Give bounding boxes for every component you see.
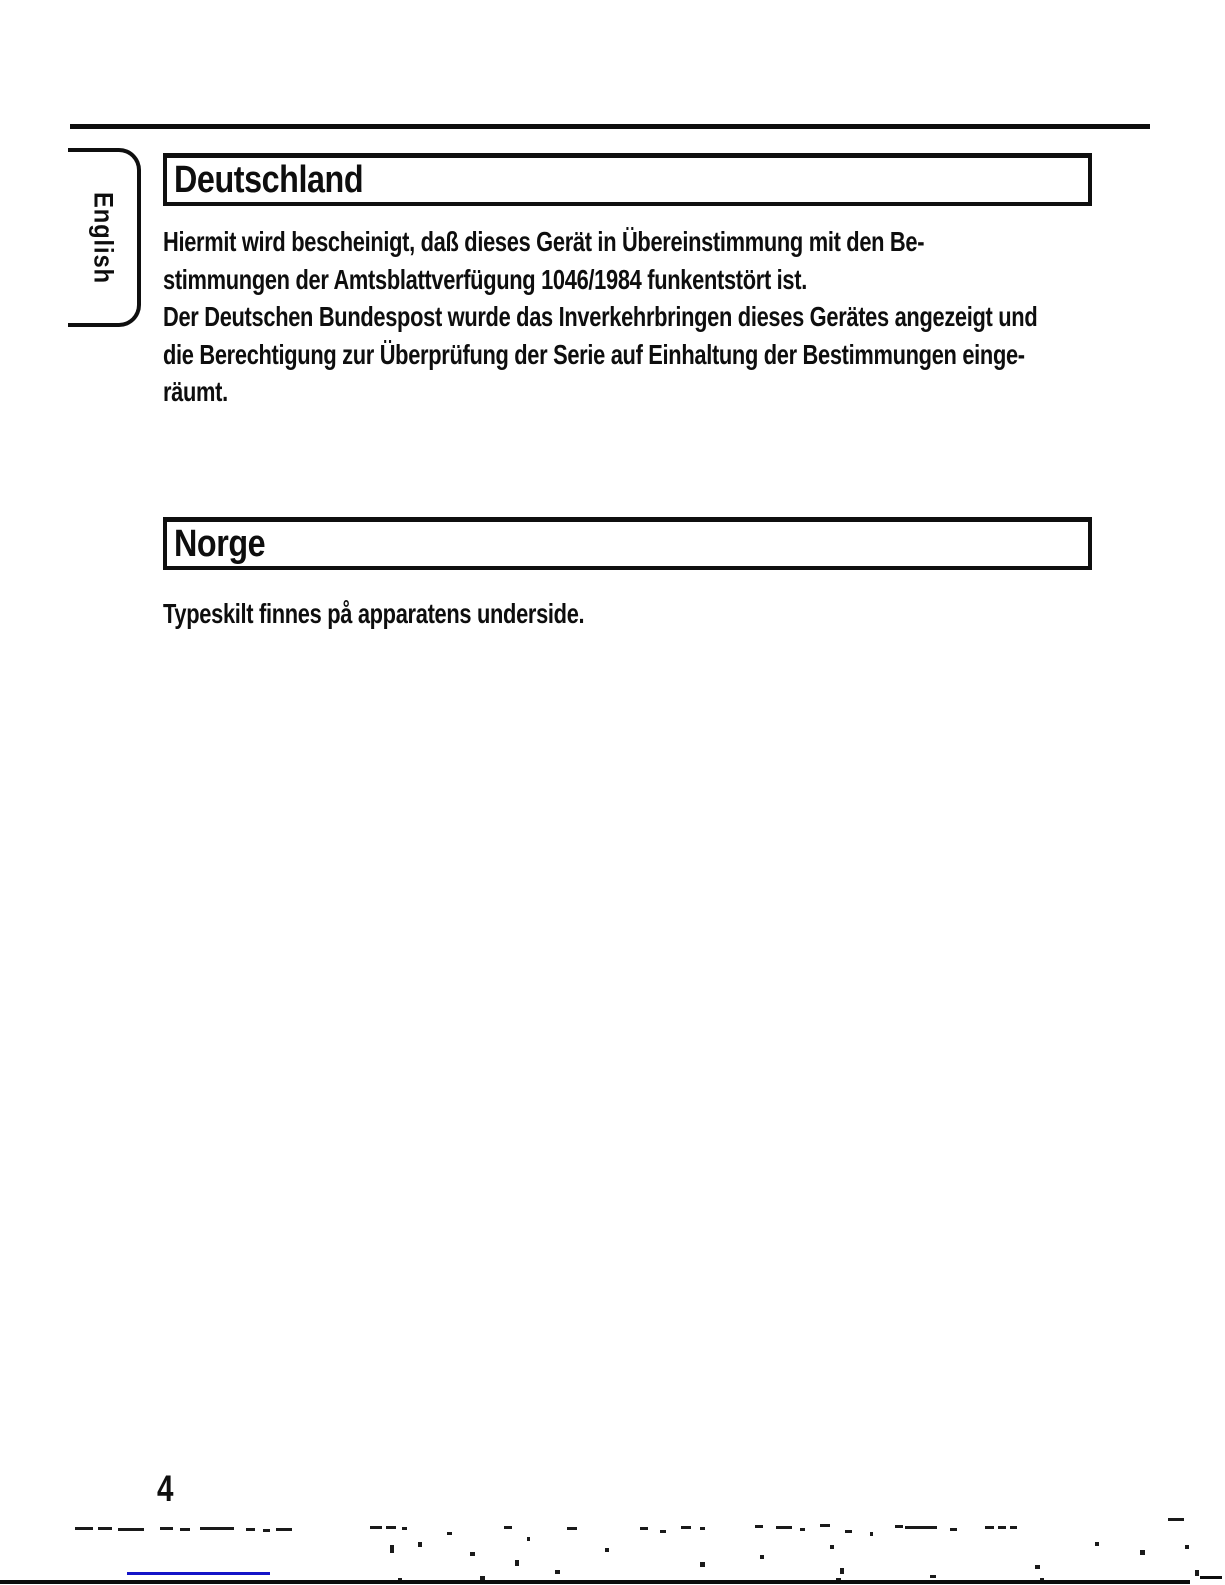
body-line bbox=[163, 223, 1225, 261]
scan-speck bbox=[640, 1527, 648, 1530]
scan-speck bbox=[985, 1526, 994, 1529]
body-line-text: Der Deutschen Bundespost wurde das Inverkehrbringen dieses Gerätes angezeigt und bbox=[163, 301, 1038, 332]
scan-speck bbox=[555, 1570, 560, 1574]
scan-speck bbox=[246, 1528, 255, 1531]
scan-speck bbox=[830, 1545, 834, 1549]
scan-speck bbox=[504, 1526, 512, 1529]
scan-speck bbox=[605, 1548, 609, 1552]
scan-speck bbox=[180, 1528, 190, 1531]
language-tab-label: English bbox=[88, 191, 118, 284]
scan-speck bbox=[755, 1525, 763, 1528]
section-title-deutschland: Deutschland bbox=[174, 158, 364, 201]
body-line bbox=[163, 595, 703, 633]
scan-speck bbox=[515, 1560, 519, 1566]
scan-speck bbox=[998, 1526, 1006, 1529]
scan-speck bbox=[1185, 1545, 1189, 1549]
scan-speck bbox=[1195, 1570, 1199, 1576]
section-title-box-deutschland bbox=[163, 153, 1092, 206]
body-line-text: die Berechtigung zur Überprüfung der Serie auf Einhaltung der Bestimmungen einge- bbox=[163, 338, 1025, 370]
body-line bbox=[163, 298, 1225, 336]
scan-speck bbox=[1140, 1550, 1145, 1555]
scan-speck bbox=[276, 1528, 292, 1531]
scan-speck bbox=[118, 1528, 144, 1531]
language-tab-english bbox=[68, 148, 141, 327]
scan-speck bbox=[840, 1568, 844, 1574]
scan-speck bbox=[470, 1552, 475, 1556]
scan-speck bbox=[776, 1526, 792, 1529]
top-rule bbox=[70, 124, 1150, 129]
body-line-text: stimmungen der Amtsblattverfügung 1046/1984 funkentstört ist. bbox=[163, 263, 807, 295]
scan-speck bbox=[386, 1526, 396, 1529]
scan-speck bbox=[905, 1526, 937, 1529]
scan-speck bbox=[1035, 1565, 1040, 1569]
scan-speck bbox=[1095, 1542, 1099, 1546]
scan-speck bbox=[75, 1527, 93, 1530]
scan-speck bbox=[845, 1530, 852, 1533]
scan-speck bbox=[402, 1527, 407, 1530]
scan-speck bbox=[567, 1527, 577, 1530]
scan-speck bbox=[1168, 1518, 1184, 1521]
scan-speck bbox=[1010, 1526, 1017, 1529]
scan-speck bbox=[760, 1555, 764, 1559]
scan-speck bbox=[660, 1530, 666, 1533]
scan-speck bbox=[200, 1527, 234, 1530]
scan-speck bbox=[930, 1575, 936, 1578]
scan-speck bbox=[447, 1532, 452, 1535]
norge-body-paragraph bbox=[163, 595, 703, 633]
section-title-norge: Norge bbox=[174, 522, 266, 565]
bottom-edge-line-end bbox=[1200, 1576, 1222, 1579]
scan-speck bbox=[98, 1527, 112, 1530]
section-title-box-norge bbox=[163, 517, 1092, 570]
scan-speck bbox=[390, 1545, 394, 1553]
scan-speck bbox=[950, 1528, 957, 1531]
scan-speck bbox=[700, 1527, 705, 1530]
body-line-text: Hiermit wird bescheinigt, daß dieses Gerät in Übereinstimmung mit den Be- bbox=[163, 226, 925, 257]
body-line bbox=[163, 373, 1225, 411]
body-line bbox=[163, 336, 1225, 374]
body-line-text: Typeskilt finnes på apparatens underside. bbox=[163, 598, 585, 629]
scan-speck bbox=[160, 1527, 173, 1530]
scan-speck bbox=[895, 1525, 903, 1528]
body-line-text: räumt. bbox=[163, 376, 228, 407]
scan-speck bbox=[263, 1529, 270, 1532]
scan-speck bbox=[870, 1532, 873, 1536]
scan-speck bbox=[700, 1562, 705, 1567]
scan-speck bbox=[418, 1542, 422, 1547]
deutschland-body-paragraph bbox=[163, 223, 1225, 411]
bottom-edge-line bbox=[0, 1580, 1190, 1584]
scan-speck bbox=[527, 1537, 530, 1541]
scan-speck bbox=[800, 1528, 805, 1531]
blue-scan-mark bbox=[127, 1572, 270, 1575]
scan-speck bbox=[820, 1524, 830, 1527]
body-line bbox=[163, 261, 1225, 299]
page-number: 4 bbox=[157, 1468, 174, 1509]
scan-speck bbox=[681, 1526, 691, 1529]
scan-speck bbox=[370, 1526, 382, 1529]
